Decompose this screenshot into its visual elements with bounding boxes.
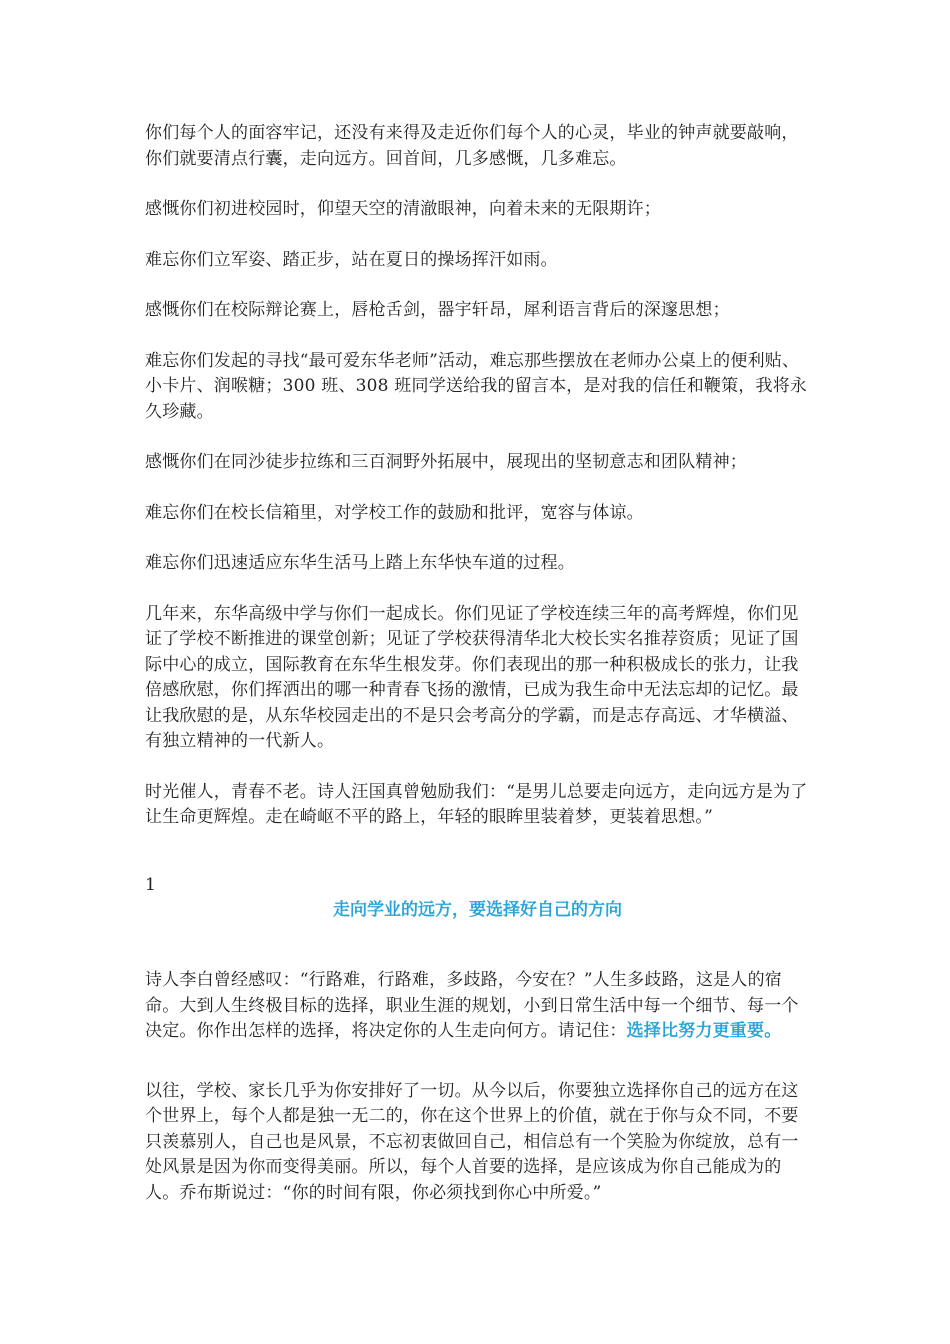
- paragraph-hiking: 感慨你们在同沙徒步拉练和三百洞野外拓展中，展现出的坚韧意志和团队精神；: [145, 452, 747, 472]
- paragraph-growth: 几年来，东华高级中学与你们一起成长。你们见证了学校连续三年的高考辉煌，你们见证了学校不断推进的课堂创新；见证了学校获得清华北大校长实名推荐资质；见证了国际中心的成立，国际教育在东华生根发芽。你们表现出的那一种积极成长的张力，让我倍感欣慰，你们挥洒出的哪一种青春飞扬的激情，已成为我生命中无法忘却的记忆。最让我欣慰的是，从东华校园走出的不是只会考高分的学霸，而是志存高远、才华横溢、有独立精神的一代新人。: [145, 603, 799, 751]
- paragraph-choice: [145, 968, 810, 1045]
- section-heading: 走向学业的远方，要选择好自己的方向: [333, 900, 622, 920]
- letter-body-top: [145, 121, 810, 831]
- paragraph-debate: 感慨你们在校际辩论赛上，唇枪舌剑，器宇轩昂，犀利语言背后的深邃思想；: [145, 300, 730, 320]
- paragraph-enrollment: 感慨你们初进校园时，仰望天空的清澈眼神，向着未来的无限期许；: [145, 199, 661, 219]
- paragraph-independence: 以往，学校、家长几乎为你安排好了一切。从今以后，你要独立选择你自己的远方在这个世界上，每个人都是独一无二的，你在这个世界上的价值，就在于你与众不同，不要只羡慕别人，自己也是风景，不忘初衷做回自己，相信总有一个笑脸为你绽放，总有一处风景是因为你而变得美丽。所以，每个人首要的选择，是应该成为你自己能成为的人。乔布斯说过：“你的时间有限，你必须找到你心中所爱。”: [145, 1080, 799, 1203]
- paragraph-mailbox: 难忘你们在校长信箱里，对学校工作的鼓励和批评，宽容与体谅。: [145, 502, 644, 523]
- paragraph-poem-quote: 时光催人，青春不老。诗人汪国真曾勉励我们：“是男儿总要走向远方，走向远方是为了让生命更辉煌。走在崎岖不平的路上，年轻的眼眸里装着梦，更装着思想。”: [145, 781, 808, 827]
- paragraph-farewell: 你们每个人的面容牢记，还没有来得及走近你们每个人的心灵，毕业的钟声就要敲响，你们就要清点行囊，走向远方。回首间，几多感慨，几多难忘。: [145, 123, 799, 169]
- paragraph-military-training: 难忘你们立军姿、踏正步，站在夏日的操场挥汗如雨。: [145, 249, 558, 270]
- paragraph-adaptation: 难忘你们迅速适应东华生活马上踏上东华快车道的过程。: [145, 553, 575, 573]
- letter-body-bottom: [145, 968, 810, 1206]
- page-number: 1: [145, 875, 156, 895]
- emphasis-choice-over-effort: 选择比努力更重要。: [626, 1021, 782, 1041]
- paragraph-choice-text: 诗人李白曾经感叹：“行路难，行路难，多歧路，今安在？”人生多歧路，这是人的宿命。大到人生终极目标的选择，职业生涯的规划，小到日常生活中每一个细节、每一个决定。你作出怎样的选择，将决定你的人生走向何方。请记住：: [145, 970, 799, 1041]
- paragraph-teacher-activity: 难忘你们发起的寻找“最可爱东华老师”活动，难忘那些摆放在老师办公桌上的便利贴、小卡片、润喉糖；300 班、308 班同学送给我的留言本，是对我的信任和鞭策，我将永久珍藏。: [145, 350, 808, 422]
